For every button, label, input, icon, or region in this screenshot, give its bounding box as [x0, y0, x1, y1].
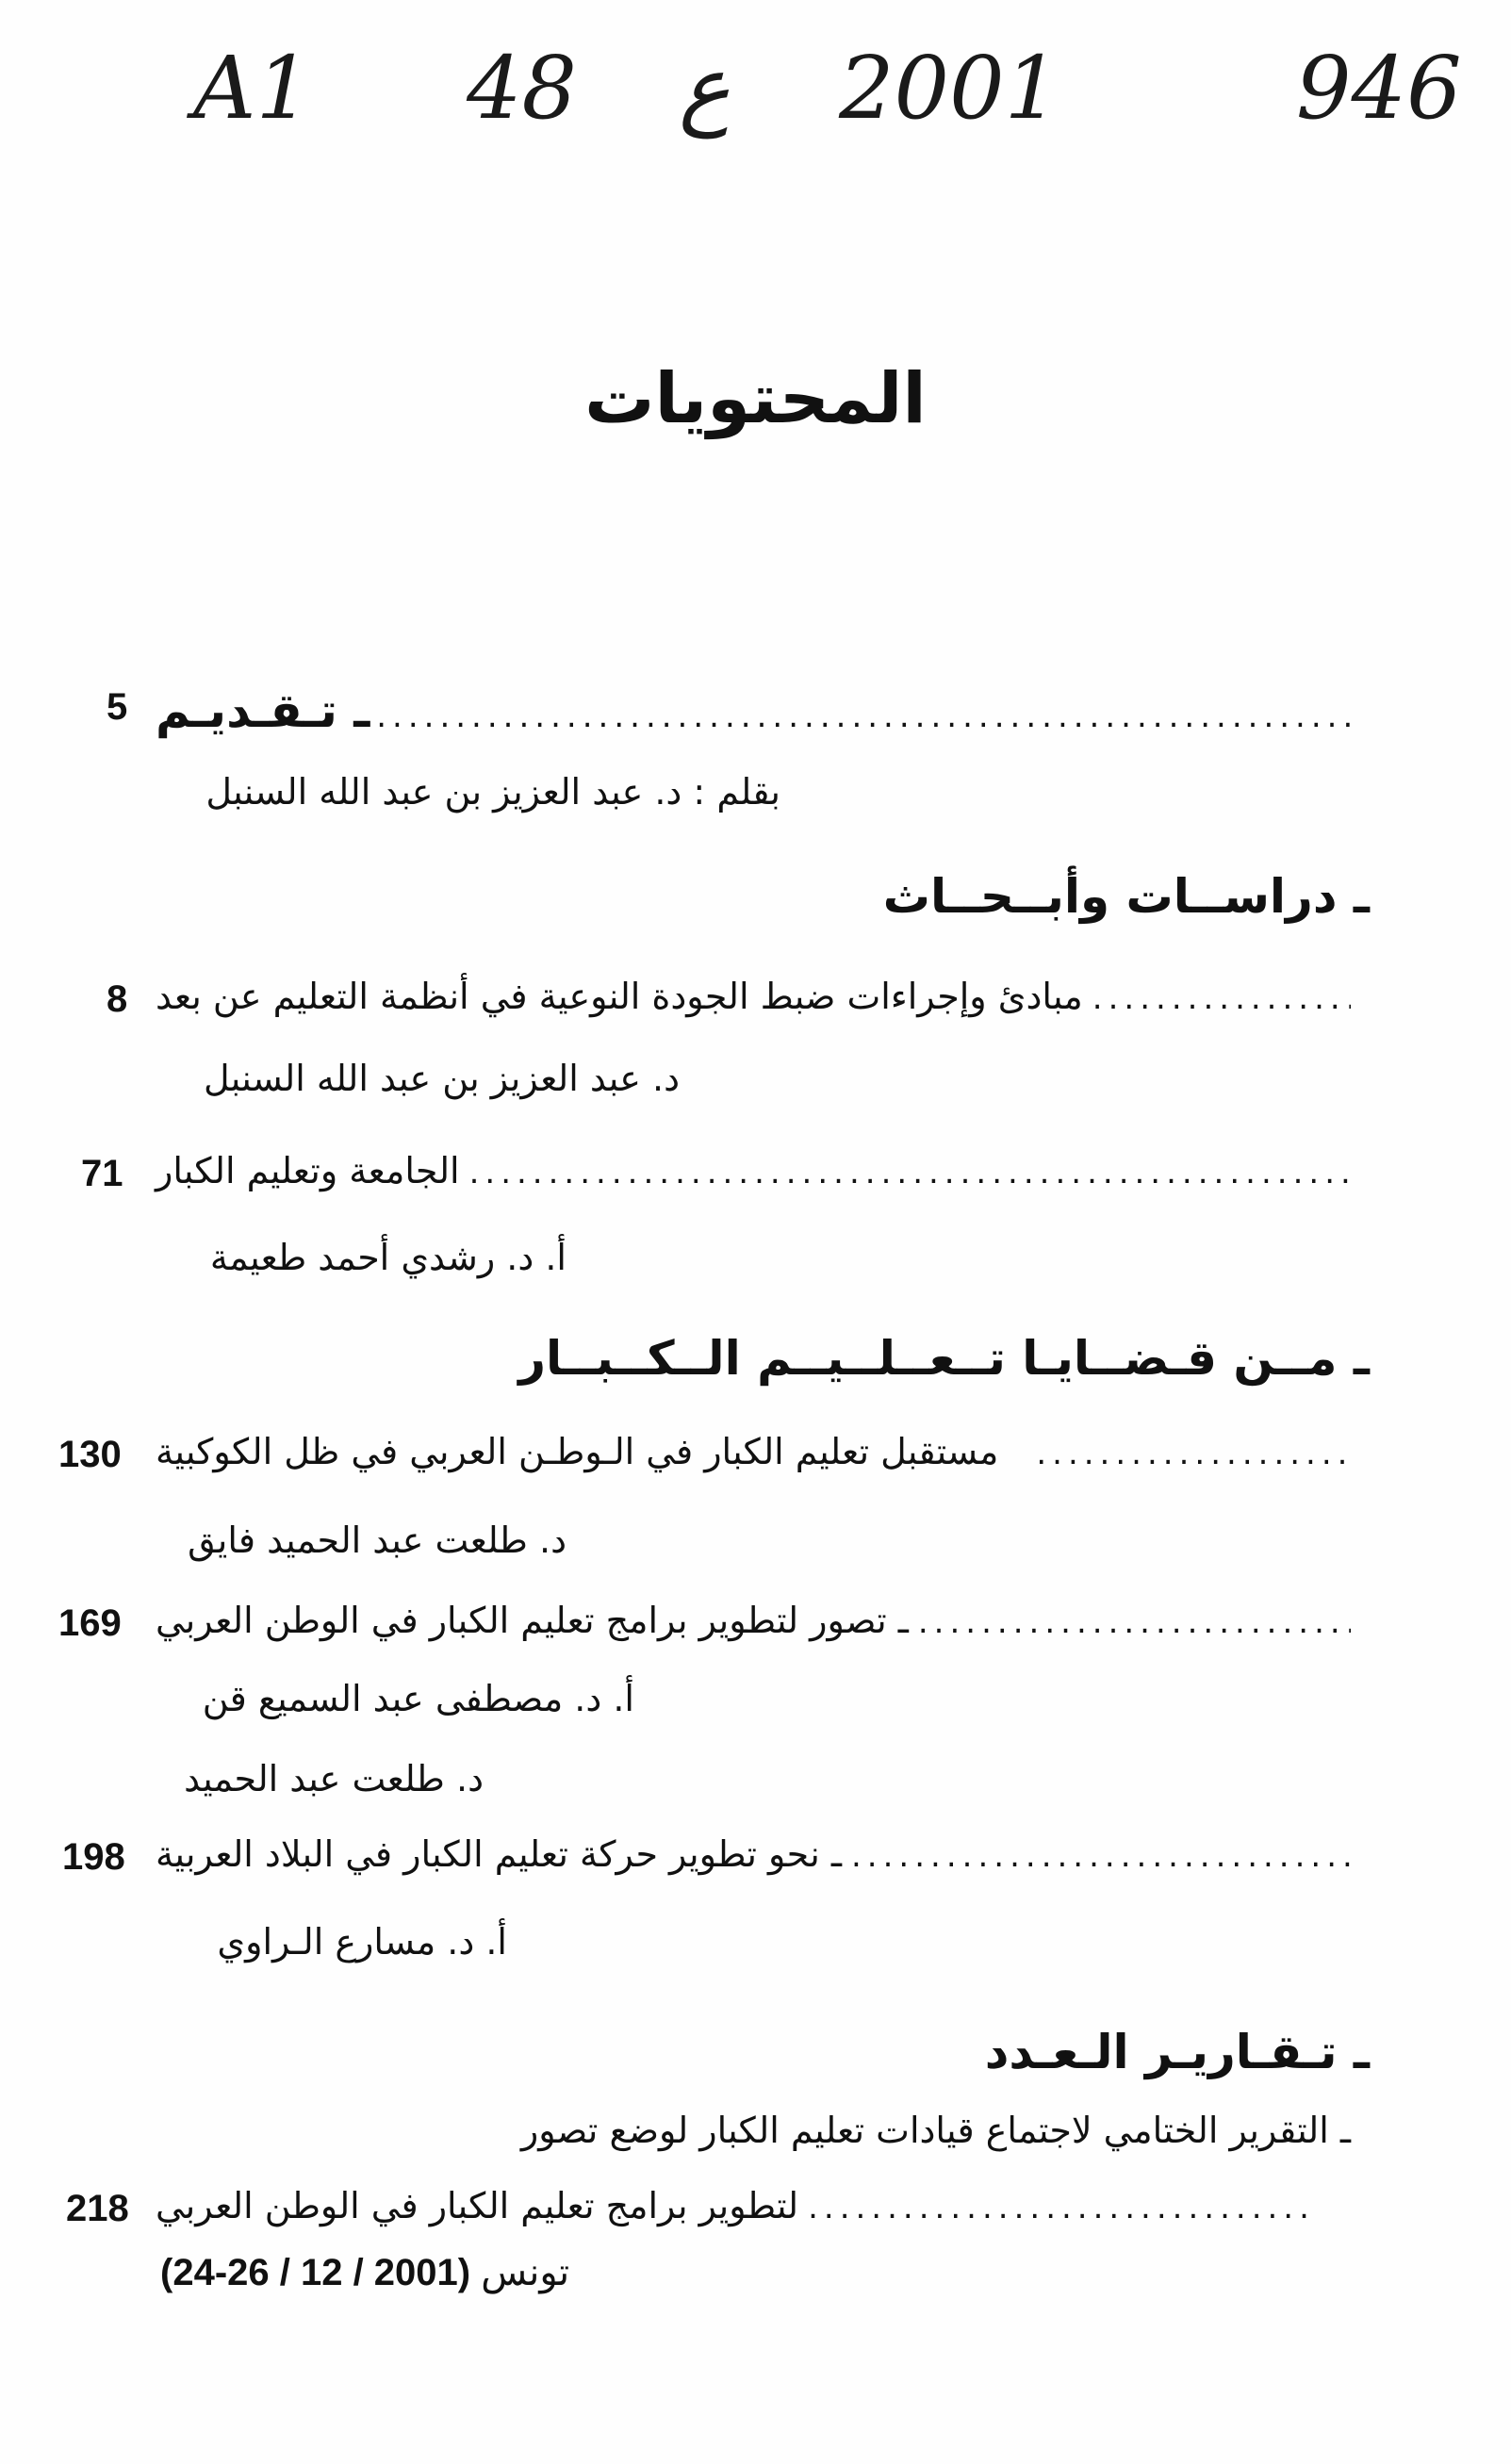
report-date: (24-26 / 12 / 2001): [160, 2252, 471, 2293]
section-heading-studies: ـ دراســات وأبــحــاث: [882, 869, 1370, 924]
dot-leader: [798, 2189, 1308, 2226]
handwritten-volume: 48: [467, 38, 578, 139]
section-heading-reports: ـ تـقـاريـر الـعـدد: [984, 2025, 1370, 2079]
page-number: 218: [66, 2188, 129, 2229]
entry-title: مستقبل تعليم الكبار في الـوطـن العربي في ظل الكوكبية: [156, 1431, 999, 1472]
entry-title: ـ نحو تطوير حركة تعليم الكبار في البلاد العربية: [156, 1833, 842, 1875]
report-date-note: [160, 2251, 569, 2294]
report-title-line-1: ـ التقرير الختامي لاجتماع قيادات تعليم الكبار لوضع تصور: [520, 2110, 1351, 2151]
author-line: أ. د. مسارع الـراوي: [217, 1921, 507, 1963]
page-title: المحتويات: [584, 358, 927, 439]
entry-title: مبادئ وإجراءات ضبط الجودة النوعية في أنظمة التعليم عن بعد: [156, 976, 1083, 1017]
entry-title: الجامعة وتعليم الكبار: [156, 1150, 460, 1191]
report-place: تونس: [481, 2251, 570, 2294]
toc-entry-intro[interactable]: [156, 683, 1351, 744]
author-line: أ. د. رشدي أحمد طعيمة: [209, 1237, 567, 1278]
entry-title: لتطوير برامج تعليم الكبار في الوطن العربي: [156, 2185, 799, 2226]
page-number: 5: [107, 686, 128, 728]
dot-leader: [842, 1837, 1351, 1875]
page-number: 71: [81, 1153, 123, 1194]
entry-title: ـ تصور لتطوير برامج تعليم الكبار في الوطن العربي: [156, 1600, 909, 1641]
handwritten-issue: ع: [679, 38, 731, 139]
section-heading-issues: ـ مــن قـضــايـا تــعــلــيــم الــكــبــار: [518, 1331, 1370, 1386]
handwritten-number: 946: [1296, 38, 1462, 139]
toc-entry[interactable]: [156, 976, 1351, 1036]
handwritten-code: A1: [193, 38, 311, 139]
section-heading-intro: ـ تـقـديـم: [156, 683, 370, 738]
toc-entry[interactable]: [156, 2185, 1308, 2245]
toc-entry[interactable]: [156, 1833, 1351, 1894]
toc-entry[interactable]: [156, 1600, 1351, 1660]
dot-leader: [1083, 979, 1351, 1017]
author-line: د. عبد العزيز بن عبد الله السنبل: [204, 1058, 680, 1099]
page-number: 130: [58, 1434, 122, 1475]
dot-leader: [1026, 1435, 1351, 1472]
author-line: د. طلعت عبد الحميد: [184, 1758, 484, 1799]
page-number: 8: [107, 978, 128, 1020]
toc-entry[interactable]: [156, 1150, 1351, 1210]
dot-leader: [460, 1154, 1351, 1191]
page-number: 198: [62, 1836, 125, 1878]
handwritten-year: 2001: [839, 38, 1060, 139]
author-line: أ. د. مصطفى عبد السميع قن: [202, 1678, 634, 1719]
author-line: د. طلعت عبد الحميد فايق: [188, 1519, 567, 1561]
toc-entry[interactable]: [156, 1431, 1351, 1491]
dot-leader: [909, 1603, 1351, 1641]
page-number: 169: [58, 1602, 122, 1644]
dot-leader: [351, 698, 1351, 735]
author-line: بقلم : د. عبد العزيز بن عبد الله السنبل: [205, 771, 780, 813]
